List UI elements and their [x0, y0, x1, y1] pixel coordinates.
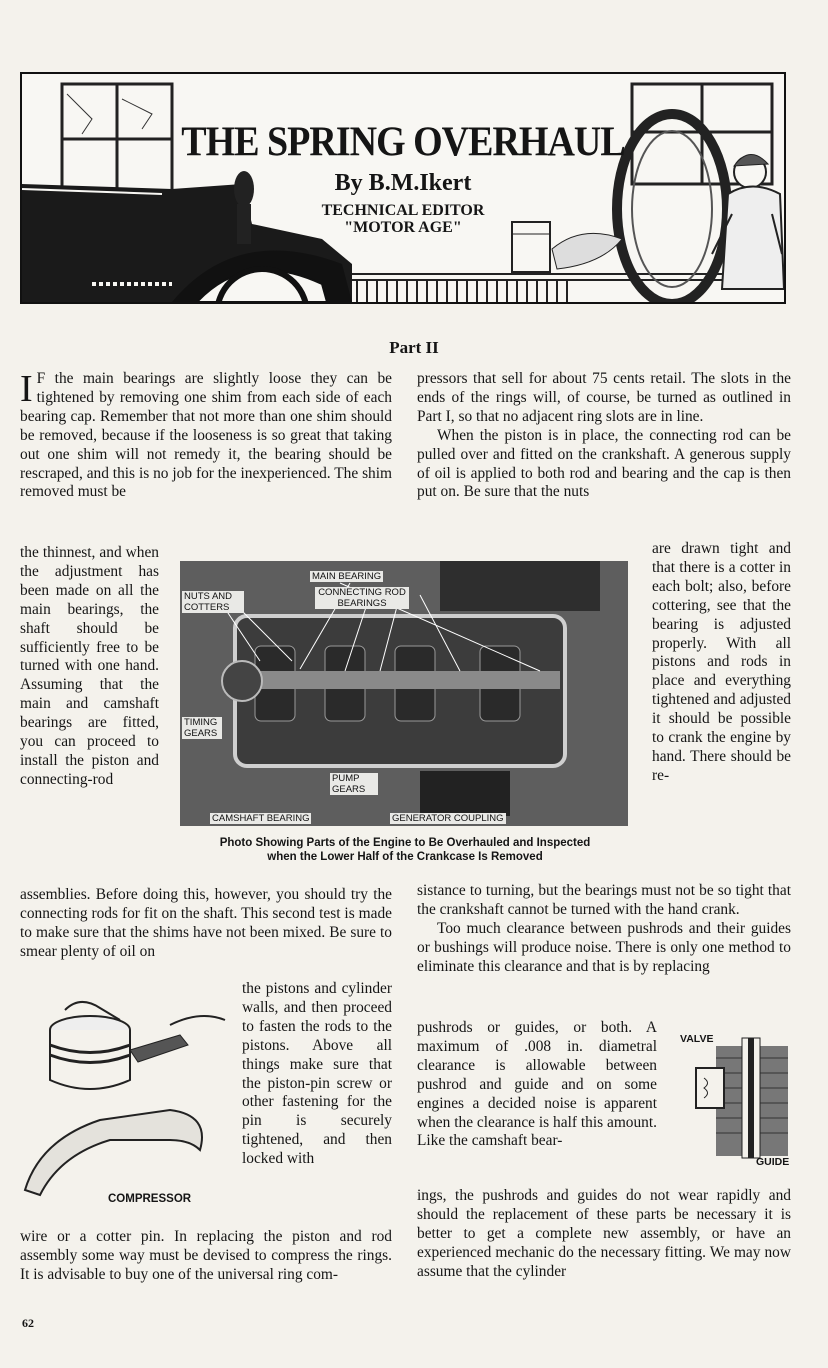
label-timing-gears: TIMING GEARS	[182, 717, 222, 739]
photo-caption	[178, 836, 632, 864]
left-text-narrow: the thinnest, and when the adjustment has been made on all the main bearings, the shaft should be sufficiently free to be turned with one hand. Assuming that the main and camshaft bearings are fitted, you can proceed to install the piston and connecting-rod	[20, 544, 159, 788]
left-text-wide: F the main bearings are slightly loose they can be tightened by removing one shim from each side of each bearing cap. Remember that not more than one shim should be removed, because if the looseness is so great that taking out one shim will not remedy it, the bearing should be rescraped, and this is no job for the inexperienced. The shim removed must be	[20, 370, 392, 501]
guide-label: GUIDE	[756, 1156, 790, 1168]
editor-line-2: "MOTOR AGE"	[344, 219, 462, 236]
label-camshaft-bearing: CAMSHAFT BEARING	[212, 813, 310, 824]
label-pump-gears: PUMP GEARS	[330, 773, 378, 795]
right-text-beside-figure: pushrods or guides, or both. A maximum of .008 in. diametral clearance is allowable between pushrod and guide and on some engines a decided noise is apparent when the clearance is half this amount. Like the camshaft bear-	[417, 1019, 657, 1150]
left-text-continue: assemblies. Before doing this, however, you should try the connecting rods for fit on the shaft. This second test is made to make sure that the shims have not been mixed. Be sure to smear plenty of oil on	[20, 886, 392, 960]
caption-line-1: Photo Showing Parts of the Engine to Be Overhauled and Inspected	[219, 837, 591, 849]
right-para-3: Too much clearance between pushrods and their guides or bushings will produce noise. There is only one method to eliminate this clearance and that is by replacing	[417, 919, 791, 975]
byline: By B.M.Ikert	[334, 170, 472, 196]
label-nuts-and-cotters: NUTS AND COTTERS	[182, 591, 244, 613]
caption-line-2: when the Lower Half of the Crankcase Is Removed	[267, 851, 543, 863]
header-illustration	[20, 72, 786, 304]
part-heading: Part II	[389, 338, 439, 357]
valve-drawing	[676, 1028, 794, 1170]
drop-cap: I	[20, 368, 33, 410]
left-text-beside-figure: the pistons and cylinder walls, and then proceed to fasten the rods to the pistons. Above all things make sure that the piston-pin screw or other fastening for the pin is securely tightened, and then locked with	[242, 980, 392, 1168]
label-generator-coupling: GENERATOR COUPLING	[392, 813, 504, 824]
compressor-drawing	[20, 990, 235, 1215]
label-connecting-rod-bearings: CONNECTING ROD BEARINGS	[315, 587, 409, 609]
left-text-end: wire or a cotter pin. In replacing the piston and rod assembly some way must be devised to compress the rings. It is advisable to buy one of the universal ring com-	[20, 1228, 392, 1283]
right-para-2: When the piston is in place, the connecting rod can be pulled over and fitted on the crankshaft. A generous supply of oil is applied to both rod and bearing and the cap is then put on. Be sure that the nuts	[417, 426, 791, 501]
engine-photo	[180, 561, 628, 826]
right-col-continue	[417, 882, 791, 977]
right-text-end: ings, the pushrods and guides do not wear rapidly and should the replacement of these parts be necessary it is better to get a complete new assembly, or have an experienced mechanic do the necessary fitting. We may now assume that the cylinder	[417, 1187, 791, 1280]
label-main-bearing: MAIN BEARING	[312, 571, 382, 582]
editor-line-1: TECHNICAL EDITOR	[321, 202, 485, 219]
compressor-figure	[20, 990, 235, 1215]
left-col-para1	[20, 370, 392, 502]
valve-label: VALVE	[680, 1033, 714, 1045]
right-para-1: pressors that sell for about 75 cents retail. The slots in the ends of the rings will, of course, be turned as outlined in Part I, so that no adjacent ring slots are in line.	[417, 370, 791, 425]
page-number: 62	[22, 1316, 34, 1330]
valve-figure	[676, 1028, 794, 1170]
article-title: THE SPRING OVERHAUL	[181, 118, 625, 166]
right-para-cont: sistance to turning, but the bearings must not be so tight that the crankshaft cannot be turned with the hand crank.	[417, 882, 791, 918]
compressor-label: COMPRESSOR	[108, 1193, 192, 1205]
editor-credit	[22, 202, 784, 236]
right-text-narrow: are drawn tight and that there is a cotter in each bolt; also, before cottering, see that the bearing is adjusted properly. With all pistons and rods in place and everything tightened and adjusted it should be possible to crank the engine by hand. There should be re-	[652, 540, 791, 784]
right-col-top	[417, 370, 791, 502]
